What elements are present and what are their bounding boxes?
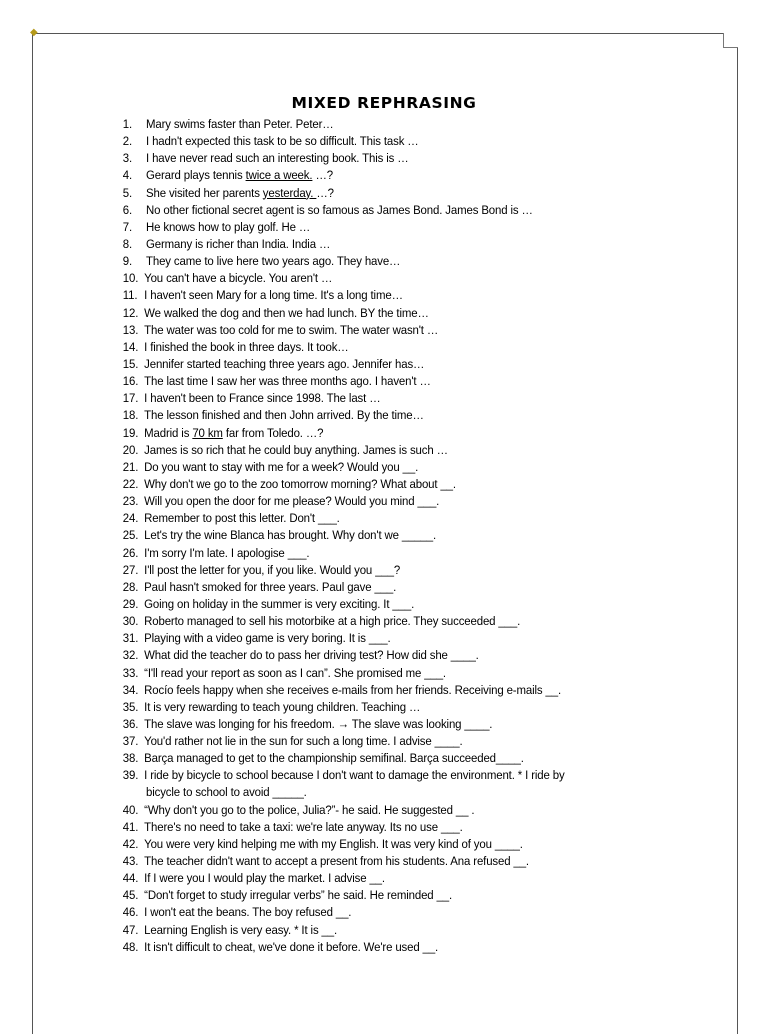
item-text: I have never read such an interesting book. This is … [146,151,409,166]
item-text-end: far from Toledo. …? [222,425,324,440]
item-number: 37. [122,734,139,749]
document-title: MIXED REPHRASING [291,94,477,112]
item-number: 43. [122,854,139,869]
item-text: Germany is richer than India. India … [146,236,331,251]
item-number: 1. [122,117,133,131]
item-text: Playing with a video game is very boring. It is ___. [144,631,391,646]
item-text: What did the teacher do to pass her driving test? How did she ____. [144,648,479,663]
item-number: 47. [122,922,139,937]
item-text: I'll post the letter for you, if you like. Would you ___? [144,562,401,577]
item-text: The slave was longing for his freedom. → The slave was looking ____. [144,716,493,731]
underlined-phrase: twice a week. [245,168,313,183]
item-number: 12. [122,305,139,320]
item-text: “Why don't you go to the police, Julia?”- he said. He suggested __ . [144,802,475,817]
item-number: 3. [122,151,133,166]
item-text: No other fictional secret agent is so famous as James Bond. James Bond is … [146,202,533,217]
item-text: I ride by bicycle to school because I don't want to damage the environment. * I ride by [144,768,565,783]
item-text: You'd rather not lie in the sun for such a long time. I advise ____. [144,734,463,749]
item-number: 46. [122,905,139,920]
item-number: 31. [122,631,139,646]
item-text: The lesson finished and then John arrived. By the time… [144,408,424,423]
item-number: 40. [122,802,139,817]
item-number: 27. [122,562,139,577]
item-text: There's no need to take a taxi: we're late anyway. Its no use ___. [144,819,463,834]
item-number: 26. [122,545,139,560]
item-text: Remember to post this letter. Don't ___. [144,511,340,526]
item-number: 35. [122,699,139,714]
item-number: 39. [122,768,139,783]
item-text: Do you want to stay with me for a week? Would you __. [144,459,419,474]
underlined-phrase: yesterday. [262,185,317,200]
item-text: The water was too cold for me to swim. The water wasn't … [144,322,439,337]
item-number: 21. [122,459,139,474]
item-number: 33. [122,665,139,680]
item-text-end: …? [316,185,334,200]
item-number: 25. [122,528,139,543]
item-number: 23. [122,494,139,509]
item-text: “I'll read your report as soon as I can”. She promised me ___. [144,665,446,680]
item-text: I hadn't expected this task to be so difficult. This task … [146,134,419,149]
item-number: 29. [122,596,139,611]
item-number: 5. [122,185,133,200]
item-text: Why don't we go to the zoo tomorrow morning? What about __. [144,476,456,491]
item-text: They came to live here two years ago. They have… [146,254,401,269]
item-number: 16. [122,374,139,389]
item-text: James is so rich that he could buy anything. James is such … [144,442,448,457]
item-text [146,185,334,202]
item-number: 36. [122,716,139,731]
item-number: 17. [122,391,139,406]
item-text: Jennifer started teaching three years ago. Jennifer has… [144,356,425,371]
item-text: I haven't been to France since 1998. The last … [144,391,381,406]
item-text: Let's try the wine Blanca has brought. Why don't we _____. [144,528,437,543]
item-number: 24. [122,511,139,526]
item-text: Roberto managed to sell his motorbike at a high price. They succeeded ___. [144,614,521,629]
item-text-start: She visited her parents [146,185,263,200]
underlined-phrase: 70 km [192,425,223,440]
item-number: 30. [122,614,139,629]
item-text: He knows how to play golf. He … [146,219,311,234]
item-text: The last time I saw her was three months ago. I haven't … [144,374,431,389]
item-number: 8. [122,236,133,251]
item-number: 45. [122,888,139,903]
item-number: 19. [122,425,139,440]
item-text: You can't have a bicycle. You aren't … [144,271,333,286]
item-text: Learning English is very easy. * It is __. [144,922,338,937]
item-text: Barça managed to get to the championship semifinal. Barça succeeded____. [144,751,524,766]
item-number: 11. [122,288,138,303]
item-text: I finished the book in three days. It took… [144,339,349,354]
item-text: Will you open the door for me please? Would you mind ___. [144,494,440,509]
item-text: It isn't difficult to cheat, we've done it before. We're used __. [144,939,439,954]
pin-icon: ◆ [30,27,38,38]
item-text: I won't eat the beans. The boy refused __. [144,905,352,920]
item-text [144,425,323,442]
item-number: 48. [122,939,139,954]
item-text: bicycle to school to avoid _____. [146,785,307,800]
item-text: “Don't forget to study irregular verbs” he said. He reminded __. [144,888,453,903]
item-text: I'm sorry I'm late. I apologise ___. [144,545,310,560]
item-number: 32. [122,648,139,663]
item-text-end: …? [312,168,333,183]
item-number: 42. [122,836,139,851]
item-text: Rocío feels happy when she receives e-mails from her friends. Receiving e-mails __. [144,682,561,697]
item-text: If I were you I would play the market. I advise __. [144,871,385,886]
item-number: 13. [122,322,139,337]
item-text: You were very kind helping me with my English. It was very kind of you ____. [144,836,523,851]
item-number: 10. [122,271,139,286]
item-number: 38. [122,751,139,766]
item-text: I haven't seen Mary for a long time. It's a long time… [144,288,403,303]
item-number: 34. [122,682,139,697]
item-number: 4. [122,168,133,183]
item-text-start: Madrid is [144,425,193,440]
item-text: Mary swims faster than Peter. Peter… [146,117,334,131]
item-text: Going on holiday in the summer is very exciting. It ___. [144,596,415,611]
item-number: 20. [122,442,139,457]
item-number: 18. [122,408,139,423]
item-number: 22. [122,476,139,491]
item-text-start: Gerard plays tennis [146,168,246,183]
item-text: Paul hasn't smoked for three years. Paul gave ___. [144,579,397,594]
item-text: We walked the dog and then we had lunch. BY the time… [144,305,429,320]
item-text [146,167,333,184]
item-number: 9. [122,254,133,269]
item-number: 14. [122,339,139,354]
page-corner-fold [723,33,738,48]
item-number: 15. [122,356,139,371]
item-number: 6. [122,202,133,217]
item-number: 44. [122,871,139,886]
item-number: 28. [122,579,139,594]
item-text: The teacher didn't want to accept a present from his students. Ana refused __. [144,854,529,869]
item-text: It is very rewarding to teach young children. Teaching … [144,699,421,714]
item-number: 41. [122,819,139,834]
item-number: 2. [122,134,133,149]
item-number: 7. [122,219,133,234]
